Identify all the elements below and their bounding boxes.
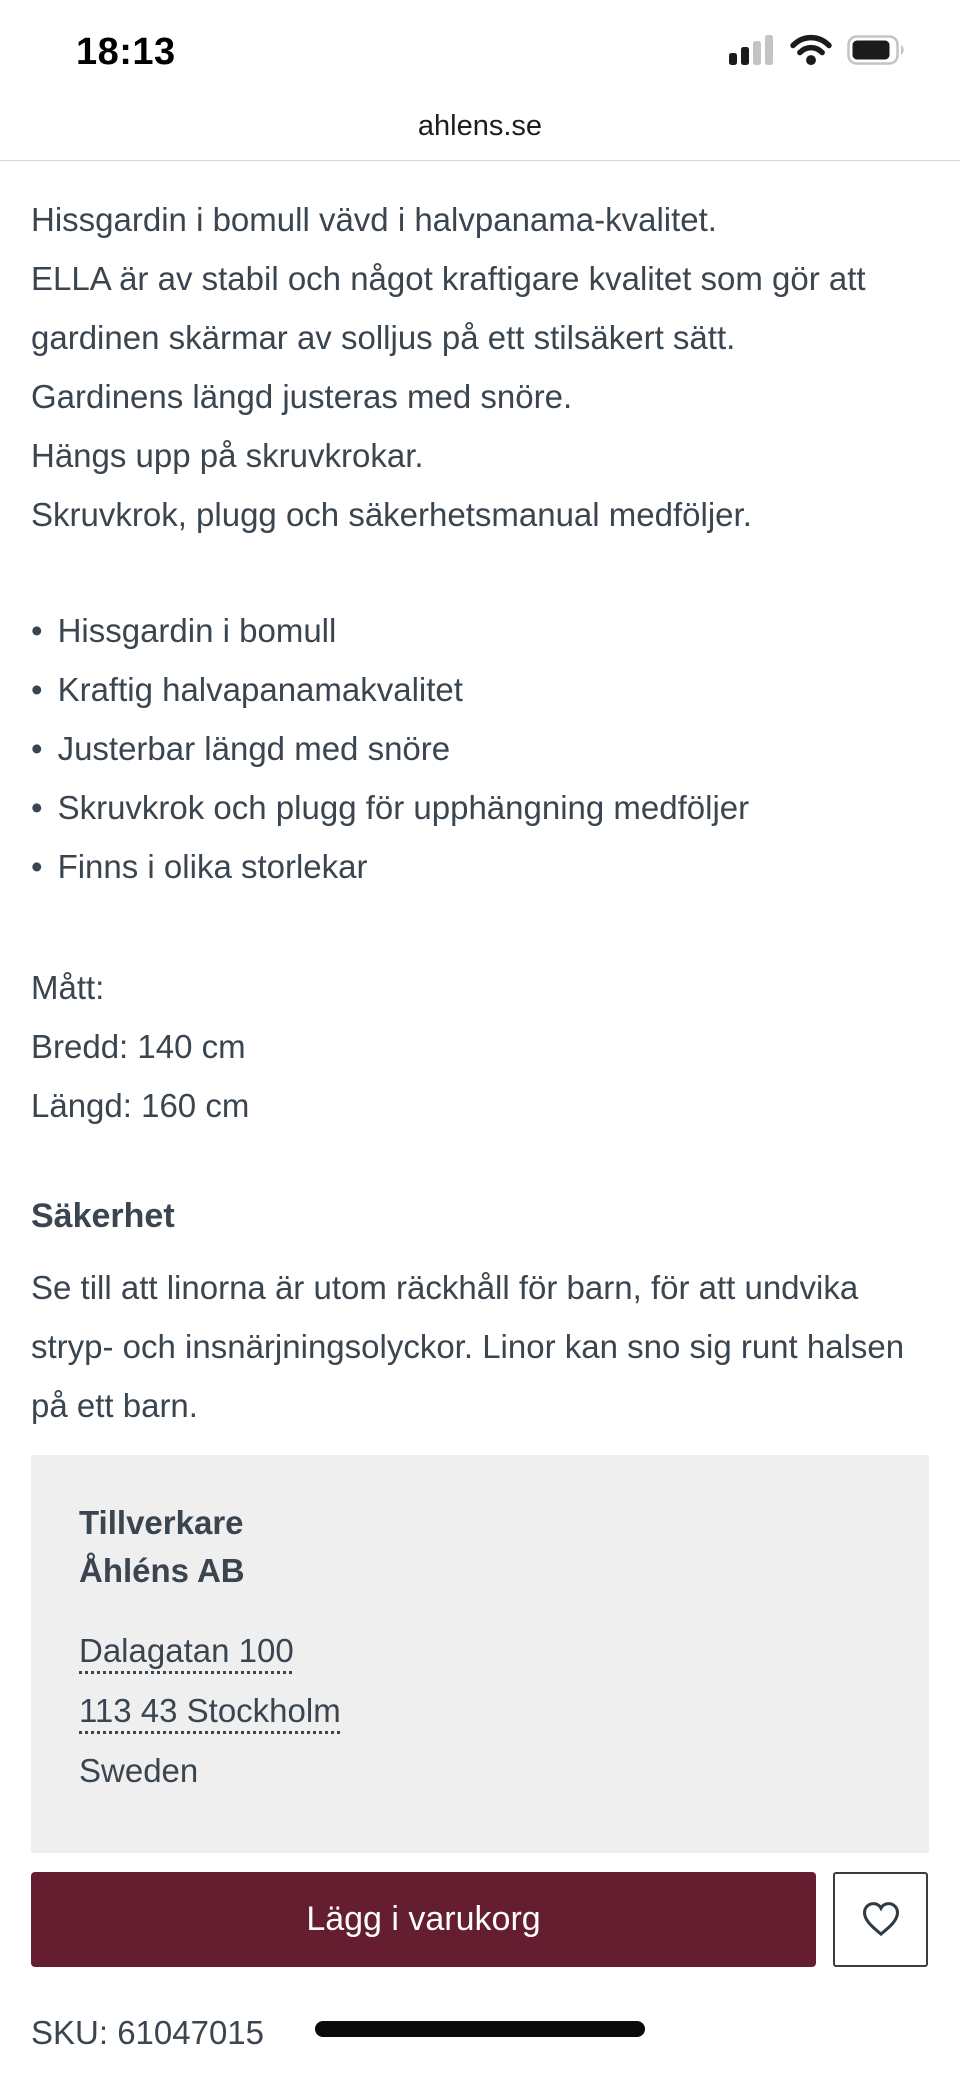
feature-item: • Finns i olika storlekar xyxy=(31,837,929,896)
wifi-icon xyxy=(789,33,833,71)
manufacturer-address-line1-link[interactable]: Dalagatan 100 xyxy=(79,1632,294,1669)
status-time: 18:13 xyxy=(76,30,176,73)
cellular-signal-icon xyxy=(729,35,775,70)
description-paragraph: Hängs upp på skruvkrokar. xyxy=(31,437,424,474)
bottom-action-bar xyxy=(0,1853,960,2000)
feature-item: • Justerbar längd med snöre xyxy=(31,719,929,778)
feature-item: • Kraftig halvapanamakvalitet xyxy=(31,660,929,719)
wishlist-button[interactable] xyxy=(833,1872,928,1967)
feature-item: • Skruvkrok och plugg för upphängning medföljer xyxy=(31,778,929,837)
feature-item: • Hissgardin i bomull xyxy=(31,601,929,660)
product-sku: SKU: 61047015 xyxy=(31,2014,265,2051)
dimensions-label: Mått: xyxy=(31,969,105,1006)
browser-url-bar[interactable] xyxy=(0,100,960,161)
product-detail-content xyxy=(31,190,929,2062)
status-bar xyxy=(0,0,960,100)
dimensions-length: Längd: 160 cm xyxy=(31,1087,250,1124)
heart-icon xyxy=(858,1895,904,1944)
manufacturer-address-line2-link[interactable]: 113 43 Stockholm xyxy=(79,1692,341,1729)
safety-text: Se till att linorna är utom räckhåll för barn, för att undvika stryp- och insnärjningsolyckor. Linor kan sno sig runt halsen på ett barn. xyxy=(31,1269,905,1424)
add-to-cart-button[interactable]: Lägg i varukorg xyxy=(31,1872,816,1967)
description-paragraph: Gardinens längd justeras med snöre. xyxy=(31,378,573,415)
manufacturer-heading: Tillverkare xyxy=(79,1504,244,1541)
status-icons xyxy=(729,33,908,71)
feature-list xyxy=(31,601,929,896)
manufacturer-name: Åhléns AB xyxy=(79,1552,245,1589)
manufacturer-address xyxy=(79,1621,881,1801)
description-paragraph: Hissgardin i bomull vävd i halvpanama-kvalitet. xyxy=(31,201,717,238)
battery-icon xyxy=(847,35,908,70)
description-paragraph: Skruvkrok, plugg och säkerhetsmanual medföljer. xyxy=(31,496,752,533)
safety-heading: Säkerhet xyxy=(31,1197,175,1235)
description-paragraph: ELLA är av stabil och något kraftigare kvalitet som gör att gardinen skärmar av solljus på ett stilsäkert sätt. xyxy=(31,260,866,356)
product-description xyxy=(31,190,929,544)
manufacturer-country: Sweden xyxy=(79,1752,199,1789)
dimensions-width: Bredd: 140 cm xyxy=(31,1028,246,1065)
url-text: ahlens.se xyxy=(417,110,543,142)
dimensions-block xyxy=(31,958,929,1135)
home-indicator[interactable] xyxy=(315,2021,645,2037)
